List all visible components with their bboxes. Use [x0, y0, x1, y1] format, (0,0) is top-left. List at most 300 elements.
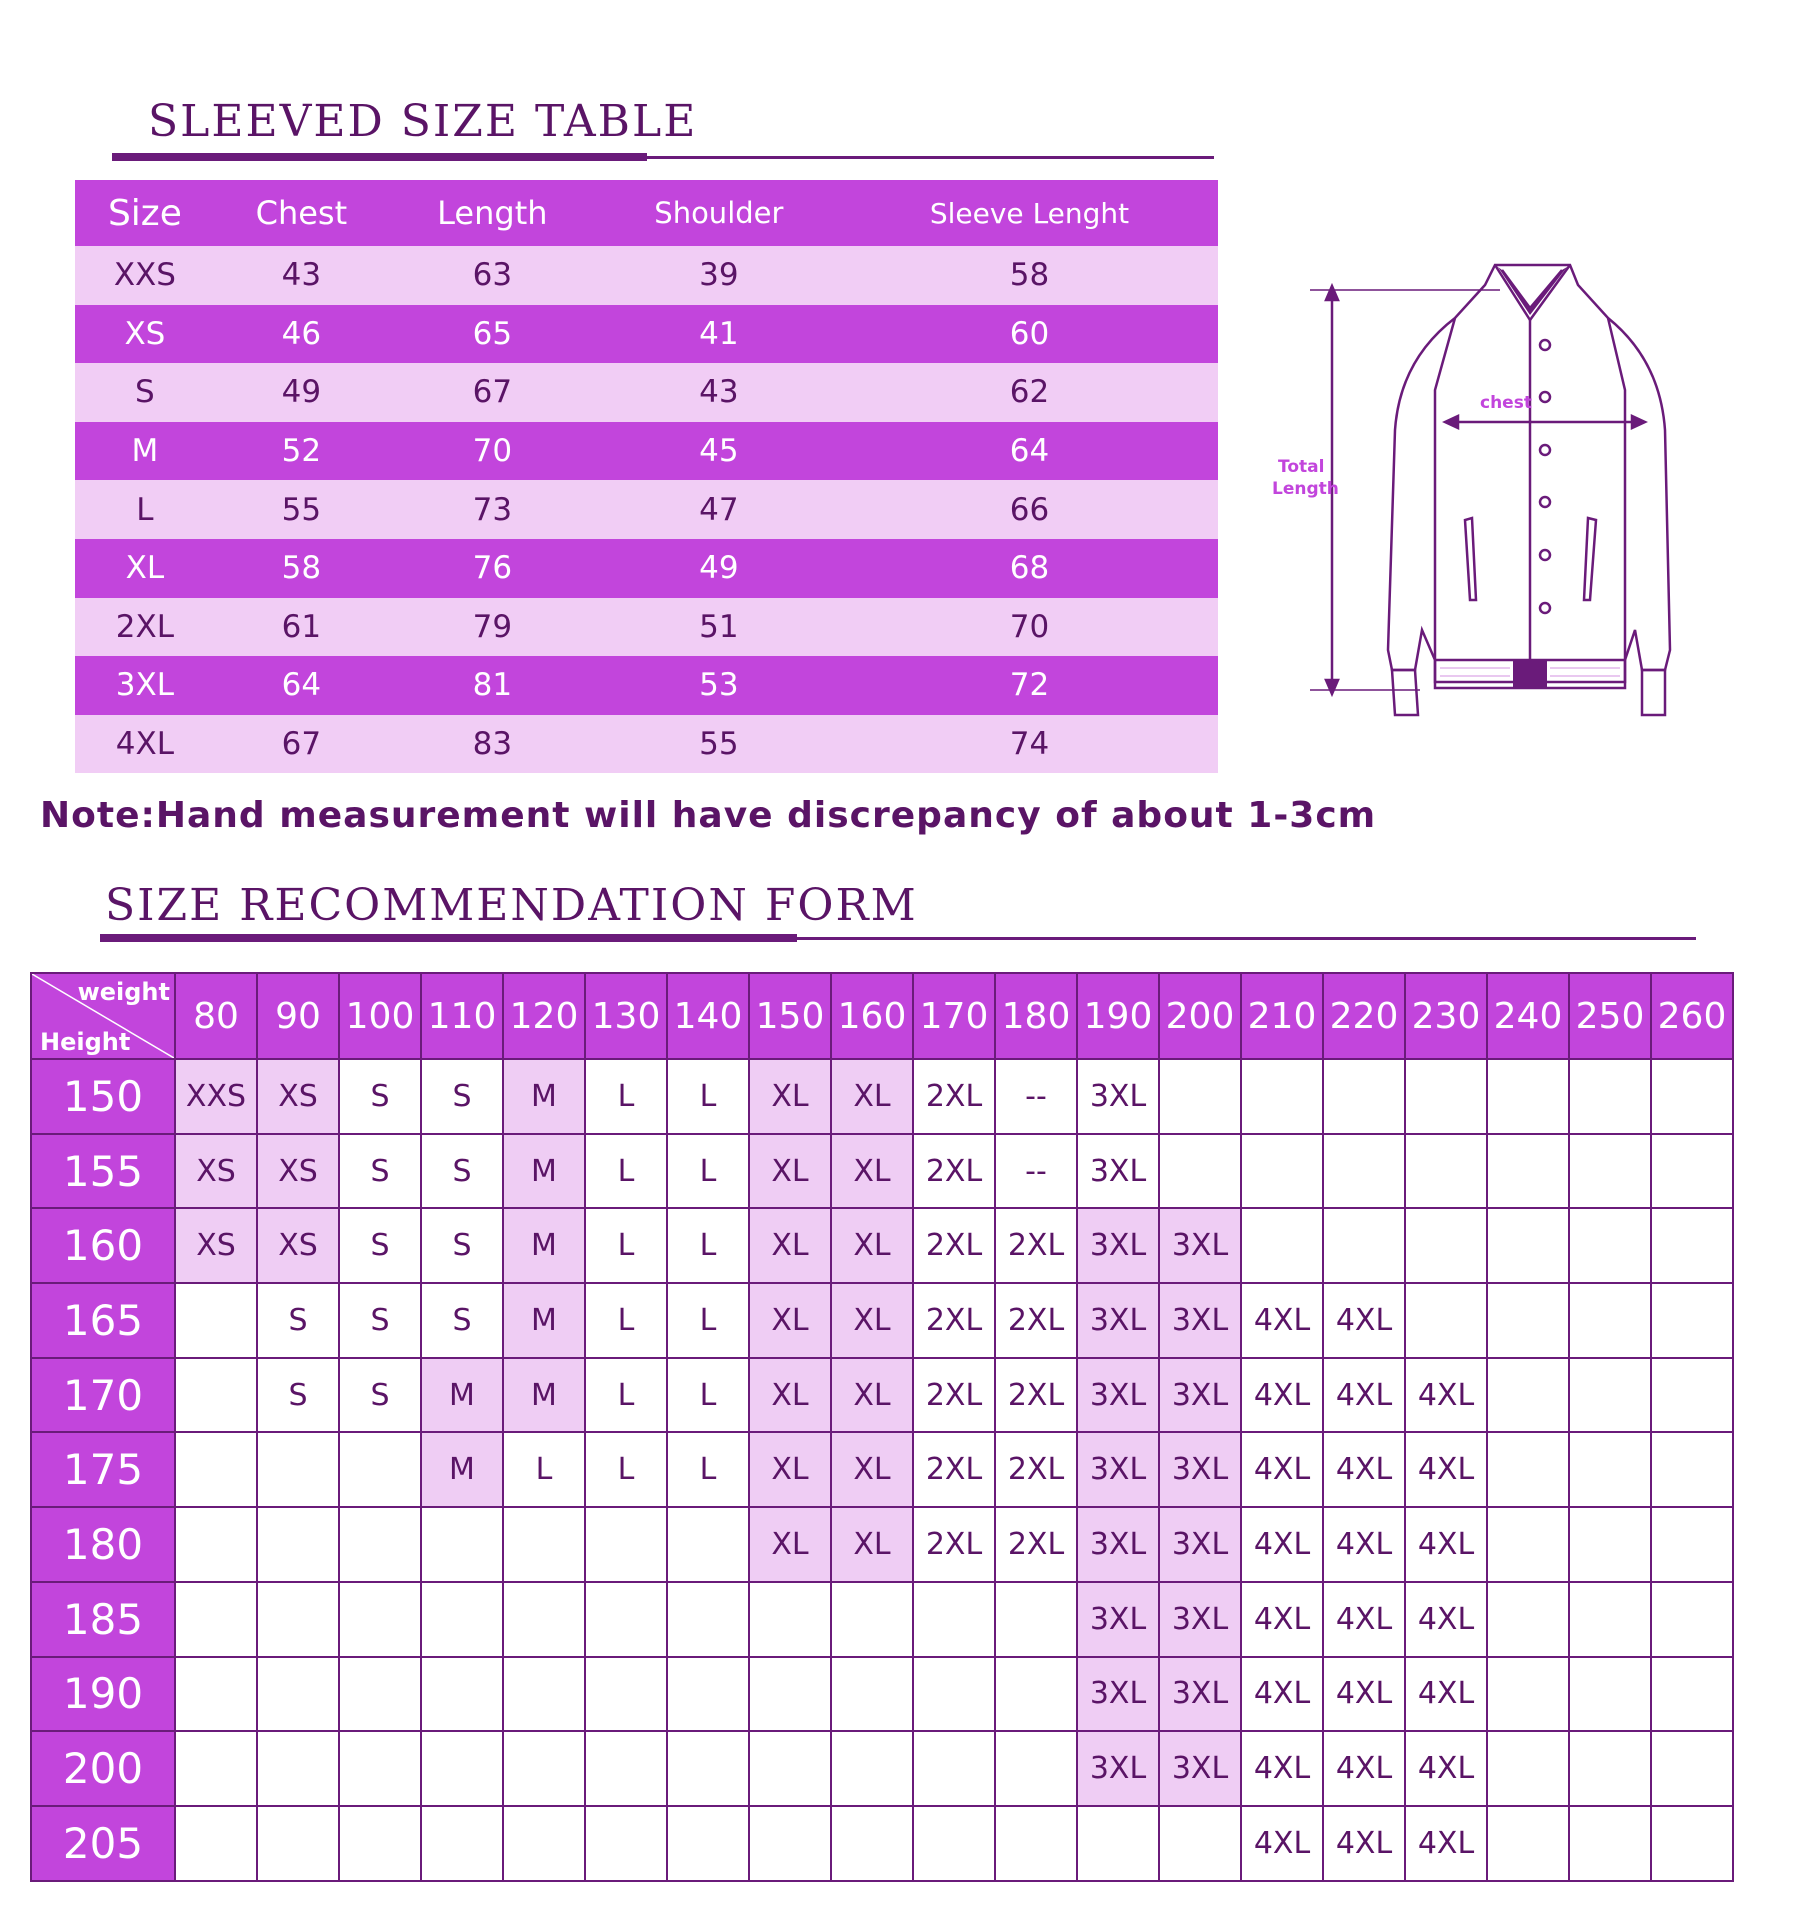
size-cell: 3XL — [1077, 1134, 1159, 1209]
size-cell: 2XL — [913, 1059, 995, 1134]
size-cell — [1487, 1208, 1569, 1283]
size-cell — [1487, 1806, 1569, 1881]
size-cell — [1405, 1208, 1487, 1283]
size-cell: XL — [831, 1358, 913, 1433]
size-cell: 3XL — [1159, 1358, 1241, 1433]
size-cell — [1569, 1507, 1651, 1582]
size-cell — [1569, 1134, 1651, 1209]
size-cell: L — [667, 1432, 749, 1507]
table-cell: 64 — [215, 656, 388, 715]
table-row — [75, 656, 1218, 715]
size-cell — [1487, 1657, 1569, 1732]
size-cell: S — [257, 1283, 339, 1358]
table-row — [31, 1731, 1733, 1806]
size-cell — [175, 1582, 257, 1657]
size-cell — [1569, 1432, 1651, 1507]
table-row — [31, 1208, 1733, 1283]
size-cell — [1487, 1582, 1569, 1657]
size-cell — [1405, 1134, 1487, 1209]
size-cell — [831, 1806, 913, 1881]
table-row — [31, 1283, 1733, 1358]
size-cell: 3XL — [1077, 1432, 1159, 1507]
table-cell: 83 — [388, 715, 597, 774]
size-cell — [1569, 1358, 1651, 1433]
size-cell: S — [339, 1283, 421, 1358]
chest-label: chest — [1480, 393, 1532, 413]
size-cell: 3XL — [1077, 1507, 1159, 1582]
size-cell: L — [667, 1134, 749, 1209]
table-row — [31, 1358, 1733, 1433]
size-cell — [585, 1657, 667, 1732]
weight-header-260: 260 — [1651, 973, 1733, 1059]
size-cell — [831, 1582, 913, 1657]
weight-header-220: 220 — [1323, 973, 1405, 1059]
weight-header-190: 190 — [1077, 973, 1159, 1059]
weight-header-row — [31, 973, 1733, 1059]
size-cell: 3XL — [1077, 1582, 1159, 1657]
size-cell: 3XL — [1159, 1731, 1241, 1806]
size-cell — [1569, 1283, 1651, 1358]
table-cell: 58 — [841, 246, 1218, 305]
weight-header-100: 100 — [339, 973, 421, 1059]
size-cell: 2XL — [995, 1358, 1077, 1433]
weight-header-140: 140 — [667, 973, 749, 1059]
table-cell: 2XL — [75, 598, 215, 657]
sleeved-size-table — [75, 180, 1218, 773]
size-cell — [1323, 1208, 1405, 1283]
size-cell: M — [503, 1208, 585, 1283]
size-cell — [1487, 1134, 1569, 1209]
table-cell: 70 — [841, 598, 1218, 657]
size-cell: M — [503, 1059, 585, 1134]
height-header-200: 200 — [31, 1731, 175, 1806]
size-cell: M — [421, 1432, 503, 1507]
size-cell — [175, 1657, 257, 1732]
size-cell — [995, 1806, 1077, 1881]
table-cell: 60 — [841, 305, 1218, 364]
size-cell: XL — [749, 1059, 831, 1134]
size-cell: L — [585, 1432, 667, 1507]
size-cell — [1651, 1507, 1733, 1582]
height-header-155: 155 — [31, 1134, 175, 1209]
size-cell: 4XL — [1405, 1507, 1487, 1582]
sleeved-header-4: Sleeve Lenght — [841, 180, 1218, 246]
size-cell: S — [257, 1358, 339, 1433]
size-cell: XL — [831, 1059, 913, 1134]
sleeved-size-title: SLEEVED SIZE TABLE — [148, 96, 698, 147]
weight-header-240: 240 — [1487, 973, 1569, 1059]
reco-rule-accent — [100, 934, 797, 942]
height-header-165: 165 — [31, 1283, 175, 1358]
table-header-row — [75, 180, 1218, 246]
size-cell: XS — [257, 1134, 339, 1209]
size-cell: XL — [749, 1208, 831, 1283]
size-cell: 3XL — [1159, 1283, 1241, 1358]
size-cell — [667, 1731, 749, 1806]
size-cell — [421, 1657, 503, 1732]
size-cell: L — [503, 1432, 585, 1507]
size-cell — [667, 1582, 749, 1657]
table-cell: 45 — [597, 422, 841, 481]
sleeved-header-3: Shoulder — [597, 180, 841, 246]
table-cell: 3XL — [75, 656, 215, 715]
size-cell — [339, 1507, 421, 1582]
table-cell: 55 — [215, 480, 388, 539]
height-header-150: 150 — [31, 1059, 175, 1134]
weight-header-210: 210 — [1241, 973, 1323, 1059]
size-cell: L — [667, 1059, 749, 1134]
size-cell — [1651, 1358, 1733, 1433]
table-cell: 43 — [215, 246, 388, 305]
table-cell: 49 — [215, 363, 388, 422]
size-cell — [421, 1507, 503, 1582]
size-cell: 2XL — [995, 1507, 1077, 1582]
size-cell — [1323, 1134, 1405, 1209]
sleeved-header-1: Chest — [215, 180, 388, 246]
size-cell — [257, 1507, 339, 1582]
size-cell — [1405, 1283, 1487, 1358]
size-cell — [1651, 1283, 1733, 1358]
size-cell: XL — [831, 1134, 913, 1209]
size-cell — [1651, 1432, 1733, 1507]
size-cell — [1651, 1582, 1733, 1657]
weight-header-160: 160 — [831, 973, 913, 1059]
table-cell: 70 — [388, 422, 597, 481]
size-cell — [339, 1806, 421, 1881]
size-cell: 4XL — [1241, 1432, 1323, 1507]
size-cell: L — [667, 1283, 749, 1358]
size-cell — [1487, 1731, 1569, 1806]
table-row — [75, 246, 1218, 305]
size-cell: 2XL — [913, 1134, 995, 1209]
size-cell: 4XL — [1405, 1657, 1487, 1732]
size-cell: XL — [831, 1208, 913, 1283]
weight-header-200: 200 — [1159, 973, 1241, 1059]
size-cell: XS — [257, 1059, 339, 1134]
size-cell — [913, 1657, 995, 1732]
size-cell: S — [339, 1358, 421, 1433]
table-cell: 49 — [597, 539, 841, 598]
size-cell: 3XL — [1159, 1208, 1241, 1283]
size-cell: 4XL — [1405, 1432, 1487, 1507]
size-cell: -- — [995, 1134, 1077, 1209]
size-cell: XL — [749, 1432, 831, 1507]
size-cell: 4XL — [1323, 1432, 1405, 1507]
size-cell — [421, 1731, 503, 1806]
size-cell: M — [503, 1358, 585, 1433]
table-cell: 47 — [597, 480, 841, 539]
table-row — [75, 305, 1218, 364]
size-cell: XL — [749, 1134, 831, 1209]
size-cell — [1569, 1731, 1651, 1806]
table-cell: 61 — [215, 598, 388, 657]
size-cell — [1651, 1657, 1733, 1732]
size-cell: L — [585, 1134, 667, 1209]
size-cell — [339, 1582, 421, 1657]
table-cell: 41 — [597, 305, 841, 364]
table-cell: 73 — [388, 480, 597, 539]
size-cell: S — [421, 1208, 503, 1283]
table-cell: XS — [75, 305, 215, 364]
size-cell: 3XL — [1077, 1283, 1159, 1358]
weight-header-230: 230 — [1405, 973, 1487, 1059]
jacket-diagram — [1240, 250, 1760, 730]
height-header-180: 180 — [31, 1507, 175, 1582]
size-cell: 4XL — [1323, 1806, 1405, 1881]
size-recommendation-table — [30, 972, 1734, 1882]
size-cell — [913, 1582, 995, 1657]
table-cell: 43 — [597, 363, 841, 422]
size-cell: 4XL — [1323, 1283, 1405, 1358]
weight-header-180: 180 — [995, 973, 1077, 1059]
size-cell — [667, 1657, 749, 1732]
size-cell: 4XL — [1241, 1731, 1323, 1806]
size-cell — [995, 1582, 1077, 1657]
size-cell: 4XL — [1323, 1582, 1405, 1657]
size-cell: -- — [995, 1059, 1077, 1134]
corner-weight-label: weight — [77, 978, 170, 1006]
size-cell — [1569, 1582, 1651, 1657]
size-cell: 2XL — [995, 1283, 1077, 1358]
size-cell: 3XL — [1159, 1432, 1241, 1507]
size-cell — [667, 1806, 749, 1881]
size-cell — [1569, 1059, 1651, 1134]
size-cell: S — [339, 1208, 421, 1283]
size-cell — [667, 1507, 749, 1582]
size-cell — [585, 1731, 667, 1806]
size-cell — [1241, 1134, 1323, 1209]
height-header-190: 190 — [31, 1657, 175, 1732]
size-cell: M — [421, 1358, 503, 1433]
size-cell — [175, 1358, 257, 1433]
size-cell: XXS — [175, 1059, 257, 1134]
table-cell: XL — [75, 539, 215, 598]
table-cell: 66 — [841, 480, 1218, 539]
table-row — [31, 1657, 1733, 1732]
size-cell: L — [585, 1059, 667, 1134]
size-cell: S — [421, 1283, 503, 1358]
size-cell: M — [503, 1283, 585, 1358]
corner-cell — [31, 973, 175, 1059]
size-recommendation-title: SIZE RECOMMENDATION FORM — [105, 880, 918, 931]
sleeved-header-0: Size — [75, 180, 215, 246]
size-cell — [503, 1507, 585, 1582]
table-cell: 65 — [388, 305, 597, 364]
table-cell: 52 — [215, 422, 388, 481]
table-cell: 55 — [597, 715, 841, 774]
table-cell: 39 — [597, 246, 841, 305]
size-cell — [1241, 1208, 1323, 1283]
table-row — [31, 1134, 1733, 1209]
size-cell: 2XL — [913, 1358, 995, 1433]
size-cell: 4XL — [1405, 1731, 1487, 1806]
size-cell — [749, 1582, 831, 1657]
table-cell: 79 — [388, 598, 597, 657]
table-cell: 58 — [215, 539, 388, 598]
size-cell — [503, 1731, 585, 1806]
table-row — [75, 480, 1218, 539]
size-cell — [1487, 1358, 1569, 1433]
size-cell — [1487, 1432, 1569, 1507]
size-cell — [503, 1806, 585, 1881]
size-cell — [1323, 1059, 1405, 1134]
size-cell: XL — [831, 1507, 913, 1582]
weight-header-90: 90 — [257, 973, 339, 1059]
corner-height-label: Height — [40, 1028, 131, 1056]
size-cell — [175, 1283, 257, 1358]
size-cell: 4XL — [1323, 1358, 1405, 1433]
size-cell — [1405, 1059, 1487, 1134]
size-cell — [1487, 1283, 1569, 1358]
size-cell: L — [667, 1358, 749, 1433]
table-cell: 63 — [388, 246, 597, 305]
size-cell — [749, 1657, 831, 1732]
size-cell: 3XL — [1159, 1507, 1241, 1582]
size-cell: S — [421, 1059, 503, 1134]
table-cell: 53 — [597, 656, 841, 715]
size-cell — [175, 1806, 257, 1881]
size-cell — [585, 1507, 667, 1582]
size-cell: 3XL — [1077, 1731, 1159, 1806]
size-cell: M — [503, 1134, 585, 1209]
size-cell — [339, 1432, 421, 1507]
size-cell — [1569, 1208, 1651, 1283]
size-cell — [1487, 1507, 1569, 1582]
title-rule-accent — [112, 153, 647, 161]
size-cell — [1159, 1806, 1241, 1881]
table-cell: 67 — [388, 363, 597, 422]
size-cell — [257, 1806, 339, 1881]
measurement-note: Note:Hand measurement will have discrepancy of about 1-3cm — [40, 795, 1377, 836]
size-cell — [585, 1582, 667, 1657]
size-cell: XS — [257, 1208, 339, 1283]
weight-header-110: 110 — [421, 973, 503, 1059]
size-cell — [257, 1432, 339, 1507]
size-cell — [257, 1657, 339, 1732]
size-cell: 4XL — [1241, 1806, 1323, 1881]
size-cell — [1651, 1059, 1733, 1134]
size-cell — [1159, 1059, 1241, 1134]
size-cell — [831, 1657, 913, 1732]
table-cell: 81 — [388, 656, 597, 715]
size-cell: L — [585, 1358, 667, 1433]
size-cell: 3XL — [1077, 1208, 1159, 1283]
height-header-185: 185 — [31, 1582, 175, 1657]
size-cell: 4XL — [1323, 1507, 1405, 1582]
weight-header-130: 130 — [585, 973, 667, 1059]
size-cell: S — [339, 1059, 421, 1134]
table-cell: M — [75, 422, 215, 481]
size-cell: 2XL — [995, 1432, 1077, 1507]
size-cell: 4XL — [1241, 1507, 1323, 1582]
size-cell: XL — [749, 1283, 831, 1358]
weight-header-150: 150 — [749, 973, 831, 1059]
size-cell: L — [667, 1208, 749, 1283]
size-cell — [585, 1806, 667, 1881]
table-row — [31, 1432, 1733, 1507]
table-cell: 51 — [597, 598, 841, 657]
size-cell — [995, 1731, 1077, 1806]
size-cell: 4XL — [1241, 1358, 1323, 1433]
size-cell: 4XL — [1241, 1657, 1323, 1732]
size-cell: 3XL — [1159, 1582, 1241, 1657]
size-cell — [257, 1582, 339, 1657]
size-cell: 4XL — [1405, 1358, 1487, 1433]
table-row — [31, 1507, 1733, 1582]
size-cell — [995, 1657, 1077, 1732]
size-cell: XL — [831, 1283, 913, 1358]
size-cell: L — [585, 1208, 667, 1283]
size-cell: 4XL — [1323, 1731, 1405, 1806]
size-cell — [421, 1582, 503, 1657]
table-cell: 68 — [841, 539, 1218, 598]
table-cell: 72 — [841, 656, 1218, 715]
size-cell: L — [585, 1283, 667, 1358]
size-cell: 4XL — [1405, 1582, 1487, 1657]
size-cell — [1159, 1134, 1241, 1209]
size-cell: 3XL — [1077, 1657, 1159, 1732]
size-cell — [913, 1731, 995, 1806]
table-cell: 76 — [388, 539, 597, 598]
size-cell: S — [421, 1134, 503, 1209]
size-cell: 4XL — [1405, 1806, 1487, 1881]
table-cell: L — [75, 480, 215, 539]
table-cell: 64 — [841, 422, 1218, 481]
size-cell: 3XL — [1159, 1657, 1241, 1732]
table-cell: 46 — [215, 305, 388, 364]
size-cell — [175, 1432, 257, 1507]
total-length-label-2: Length — [1272, 479, 1339, 499]
size-cell: 3XL — [1077, 1059, 1159, 1134]
table-row — [31, 1806, 1733, 1881]
sleeved-header-2: Length — [388, 180, 597, 246]
size-cell — [1651, 1134, 1733, 1209]
height-header-205: 205 — [31, 1806, 175, 1881]
size-cell — [175, 1507, 257, 1582]
table-row — [31, 1059, 1733, 1134]
size-cell: S — [339, 1134, 421, 1209]
table-cell: 67 — [215, 715, 388, 774]
table-cell: 74 — [841, 715, 1218, 774]
total-length-label-1: Total — [1278, 457, 1325, 477]
size-cell — [1077, 1806, 1159, 1881]
size-cell — [749, 1806, 831, 1881]
size-cell — [1487, 1059, 1569, 1134]
size-cell: XL — [831, 1432, 913, 1507]
size-cell — [831, 1731, 913, 1806]
table-cell: S — [75, 363, 215, 422]
size-cell: 4XL — [1323, 1657, 1405, 1732]
size-cell — [175, 1731, 257, 1806]
size-cell — [1569, 1806, 1651, 1881]
size-cell: 2XL — [995, 1208, 1077, 1283]
weight-header-250: 250 — [1569, 973, 1651, 1059]
height-header-175: 175 — [31, 1432, 175, 1507]
size-cell: 4XL — [1241, 1582, 1323, 1657]
table-cell: 62 — [841, 363, 1218, 422]
size-cell: XL — [749, 1358, 831, 1433]
height-header-170: 170 — [31, 1358, 175, 1433]
weight-header-80: 80 — [175, 973, 257, 1059]
size-cell: 2XL — [913, 1432, 995, 1507]
size-cell: XL — [749, 1507, 831, 1582]
table-cell: 4XL — [75, 715, 215, 774]
size-cell — [257, 1731, 339, 1806]
size-cell: 4XL — [1241, 1283, 1323, 1358]
table-row — [75, 422, 1218, 481]
size-cell: XS — [175, 1208, 257, 1283]
weight-header-120: 120 — [503, 973, 585, 1059]
